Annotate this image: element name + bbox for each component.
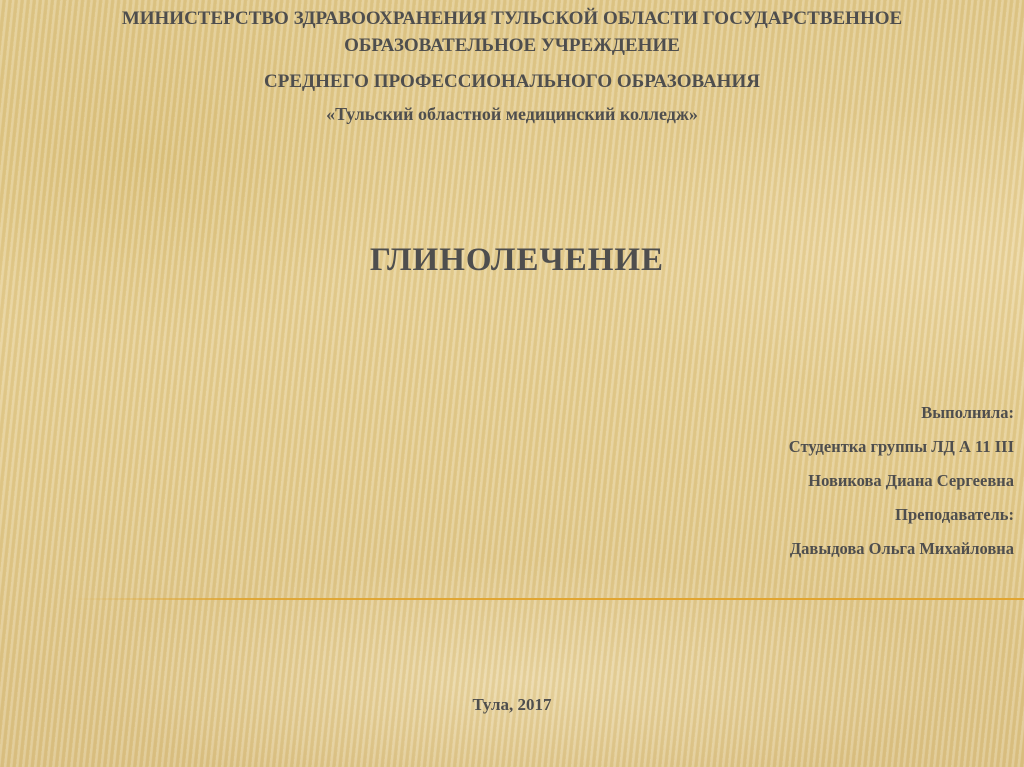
author-block <box>789 396 1014 566</box>
teacher-name: Давыдова Ольга Михайловна <box>789 539 1014 558</box>
college-name: «Тульский областной медицинский колледж» <box>326 103 698 124</box>
slide-title: ГЛИНОЛЕЧЕНИЕ <box>369 242 665 278</box>
divider-line <box>72 598 1024 600</box>
student-group: Студентка группы ЛД А 11 III <box>788 437 1014 456</box>
performed-label: Выполнила: <box>921 403 1014 422</box>
teacher-label: Преподаватель: <box>895 505 1014 524</box>
header-line-1: МИНИСТЕРСТВО ЗДРАВООХРАНЕНИЯ ТУЛЬСКОЙ ОБЛАСТИ ГОСУДАРСТВЕННОЕ <box>121 8 903 29</box>
header-line-2: ОБРАЗОВАТЕЛЬНОЕ УЧРЕЖДЕНИЕ <box>344 34 680 56</box>
student-name: Новикова Диана Сергеевна <box>808 471 1014 490</box>
header-line-3: СРЕДНЕГО ПРОФЕССИОНАЛЬНОГО ОБРАЗОВАНИЯ <box>264 71 760 93</box>
institution-header <box>30 6 994 127</box>
city-year: Тула, 2017 <box>472 695 552 714</box>
